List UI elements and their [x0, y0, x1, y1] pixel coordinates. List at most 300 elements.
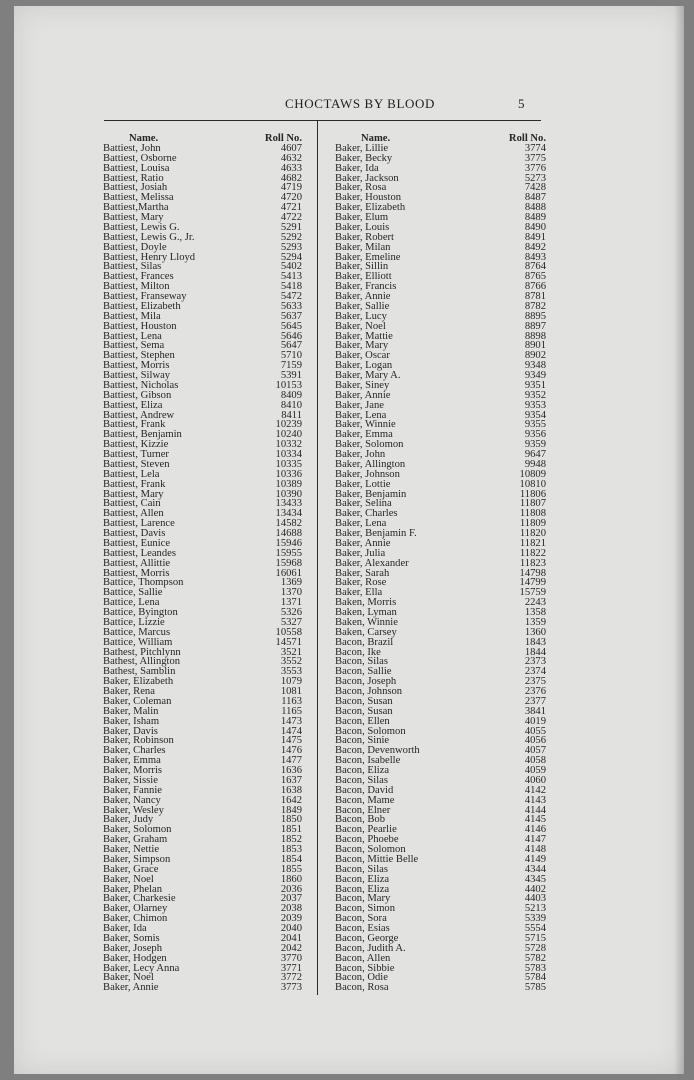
entry-roll-number: 8901	[524, 340, 546, 352]
entry-roll-number: 5783	[524, 962, 546, 974]
entry-name: Baker, Chimon	[103, 913, 168, 925]
entry-roll-number: 10809	[519, 468, 546, 480]
entry-roll-number: 9348	[524, 360, 546, 372]
entry-name: Battiest, Osborne	[103, 152, 177, 164]
entry-name: Battiest, Steven	[103, 458, 170, 470]
entry-name: Baker, Morris	[103, 765, 163, 776]
entry-name: Baker, Mary	[335, 340, 389, 352]
entry-name: Battiest, Morris	[103, 567, 170, 579]
entry-name: Battiest, Morris	[103, 360, 170, 372]
entry-roll-number: 10153	[275, 379, 302, 391]
entry-roll-number: 5339	[524, 913, 546, 925]
entry-name: Bacon, Eliza	[335, 883, 390, 895]
entry-roll-number: 1843	[524, 636, 546, 648]
entry-name: Baker, Oscar	[335, 350, 390, 362]
entry-name: Baker, Sarah	[335, 567, 390, 579]
entry-roll-number: 5710	[280, 350, 302, 362]
entry-roll-number: 4682	[280, 172, 302, 184]
entry-roll-number: 4057	[524, 745, 546, 757]
entry-name: Baker, Sillin	[335, 261, 389, 273]
entry-roll-number: 9356	[524, 429, 546, 441]
entry-roll-number: 1369	[280, 577, 302, 589]
entry-name: Battice, Lena	[103, 597, 160, 609]
entry-name: Battiest, Larence	[103, 518, 175, 530]
entry-name: Baker, Coleman	[103, 695, 172, 707]
entry-name: Battiest, Henry Lloyd	[103, 251, 196, 263]
entry-name: Battiest, Benjamin	[103, 429, 182, 441]
entry-roll-number: 13433	[275, 498, 302, 510]
entry-name: Baker, Benjamin	[335, 488, 407, 500]
entry-roll-number: 5554	[524, 923, 546, 934]
entry-name: Battiest, Mila	[103, 310, 161, 322]
entry-roll-number: 8491	[524, 231, 546, 243]
entry-name: Baker, Lottie	[335, 478, 391, 490]
entry-roll-number: 5646	[280, 330, 302, 342]
entry-roll-number: 1860	[280, 873, 302, 885]
page-title: CHOCTAWS BY BLOOD	[285, 96, 435, 111]
entry-roll-number: 2037	[280, 893, 302, 905]
entry-roll-number: 5472	[280, 291, 302, 302]
entry-name: Bacon, Eliza	[335, 873, 390, 885]
entry-name: Baker, Francis	[335, 281, 397, 293]
entry-name: Bacon, Solomon	[335, 725, 406, 737]
entry-roll-number: 15759	[519, 587, 546, 599]
entry-roll-number: 1851	[280, 824, 302, 836]
entry-name: Bacon, Judith A.	[335, 942, 406, 954]
entry-name: Battiest, Stephen	[103, 350, 175, 362]
entry-name: Baker, Logan	[335, 360, 393, 372]
entry-roll-number: 4632	[280, 152, 302, 164]
entry-name: Baker, Annie	[335, 537, 391, 549]
entry-roll-number: 11823	[519, 557, 546, 569]
entry-roll-number: 5782	[524, 952, 546, 964]
entry-name: Baker, Johnson	[335, 468, 400, 480]
entry-name: Battiest, Louisa	[103, 162, 170, 174]
entry-name: Baker, Solomon	[335, 439, 404, 451]
name-header: Name.	[129, 133, 159, 144]
entry-name: Baker, Winnie	[335, 419, 396, 431]
entry-name: Baker, Becky	[335, 152, 393, 164]
entry-roll-number: 1079	[280, 676, 302, 688]
entry-roll-number: 4144	[524, 804, 546, 816]
entry-roll-number: 5391	[280, 370, 302, 381]
entry-roll-number: 1854	[280, 853, 302, 865]
entry-name: Bacon, Isabelle	[335, 755, 401, 767]
entry-name: Baker, Emeline	[335, 251, 401, 263]
entry-roll-number: 5213	[524, 903, 546, 915]
entry-roll-number: 5715	[524, 932, 546, 944]
entry-name: Bacon, Silas	[335, 656, 388, 668]
entry-roll-number: 2373	[524, 656, 546, 668]
entry-roll-number: 2039	[280, 913, 302, 925]
entry-name: Bacon, Solomon	[335, 844, 406, 855]
entry-roll-number: 8493	[524, 251, 546, 263]
entry-name: Baker, Louis	[335, 221, 390, 233]
entry-roll-number: 8897	[524, 320, 546, 332]
entry-name: Battiest, Lela	[103, 468, 160, 480]
entry-roll-number: 1473	[280, 715, 302, 727]
entry-name: Battiest,Martha	[103, 202, 169, 214]
entry-roll-number: 2243	[524, 597, 546, 609]
entry-name: Baker, Robinson	[103, 735, 174, 747]
entry-name: Baker, Elliott	[335, 271, 392, 283]
entry-roll-number: 5784	[524, 972, 546, 984]
right-column	[335, 134, 546, 993]
entry-roll-number: 10239	[275, 419, 302, 431]
entry-roll-number: 5326	[280, 607, 302, 618]
entry-roll-number: 8487	[524, 192, 546, 204]
table-row	[103, 983, 302, 993]
entry-roll-number: 4344	[524, 863, 546, 875]
entry-name: Baker, Elizabeth	[335, 202, 406, 214]
entry-roll-number: 8766	[524, 281, 546, 293]
entry-roll-number: 1475	[280, 735, 302, 747]
entry-roll-number: 10389	[275, 478, 302, 490]
entry-name: Battiest, Cain	[103, 498, 161, 510]
entry-name: Bacon, Sora	[335, 913, 387, 925]
entry-name: Bacon, Phoebe	[335, 834, 399, 846]
entry-roll-number: 4056	[524, 735, 546, 747]
entry-roll-number: 1371	[280, 597, 302, 609]
entry-name: Bacon, Johnson	[335, 686, 403, 697]
entry-name: Battiest, Melissa	[103, 192, 174, 204]
entry-roll-number: 7159	[280, 360, 302, 372]
entry-roll-number: 5291	[280, 221, 302, 233]
entry-name: Baker, Mattie	[335, 330, 393, 342]
entry-name: Baker, Emma	[335, 429, 393, 441]
entry-roll-number: 1637	[280, 774, 302, 786]
entry-roll-number: 9355	[524, 419, 546, 431]
entry-name: Battiest, Josiah	[103, 182, 168, 194]
entry-name: Battiest, Franseway	[103, 291, 187, 302]
entry-roll-number: 4146	[524, 824, 546, 836]
entry-roll-number: 10810	[519, 478, 546, 490]
entry-name: Baker, Selina	[335, 498, 392, 510]
entry-roll-number: 4345	[524, 873, 546, 885]
entry-name: Baker, Grace	[103, 863, 159, 875]
entry-roll-number: 14582	[275, 518, 302, 530]
entry-name: Baker, Solomon	[103, 824, 172, 836]
entry-roll-number: 1844	[524, 646, 546, 658]
entry-roll-number: 3553	[280, 666, 302, 678]
entry-name: Battiest, Frank	[103, 419, 166, 431]
entry-name: Baker, Noel	[103, 972, 154, 984]
entry-roll-number: 8490	[524, 221, 546, 233]
entry-roll-number: 5633	[280, 300, 302, 312]
entry-roll-number: 10558	[275, 626, 302, 638]
entry-roll-number: 4403	[524, 893, 546, 905]
entry-name: Baker, Wesley	[103, 804, 164, 816]
entry-roll-number: 10240	[275, 429, 302, 441]
entry-name: Baker, Julia	[335, 547, 386, 559]
entry-name: Baken, Carsey	[335, 626, 397, 638]
entry-roll-number: 15955	[275, 547, 302, 559]
entry-name: Baker, Lillie	[335, 142, 389, 154]
entry-roll-number: 5273	[524, 172, 546, 184]
entry-roll-number: 5413	[280, 271, 302, 283]
entry-name: Battiest, Silway	[103, 370, 171, 381]
entry-name: Baker, Charles	[335, 508, 398, 520]
entry-roll-number: 1163	[281, 695, 302, 707]
entry-name: Battiest, Lewis G., Jr.	[103, 231, 195, 243]
entry-roll-number: 1853	[280, 844, 302, 855]
entry-roll-number: 5418	[280, 281, 302, 293]
entry-name: Battice, William	[103, 636, 173, 648]
entry-roll-number: 13434	[275, 508, 302, 520]
entry-roll-number: 14798	[519, 567, 546, 579]
entry-roll-number: 9351	[524, 379, 546, 391]
entry-roll-number: 10390	[275, 488, 302, 500]
entry-roll-number: 8895	[524, 310, 546, 322]
entry-roll-number: 5647	[280, 340, 302, 352]
entry-name: Bathest, Pitchlynn	[103, 646, 181, 658]
entry-roll-number: 1370	[280, 587, 302, 599]
entry-name: Baker, Emma	[103, 755, 161, 767]
entry-roll-number: 2036	[280, 883, 302, 895]
entry-name: Bacon, Simon	[335, 903, 396, 915]
entry-roll-number: 1638	[280, 784, 302, 796]
entry-roll-number: 9359	[524, 439, 546, 451]
entry-roll-number: 4720	[280, 192, 302, 204]
entry-roll-number: 8410	[280, 399, 302, 411]
entry-name: Baker, Ida	[335, 162, 379, 174]
entry-name: Baker, Elum	[335, 212, 389, 223]
entry-roll-number: 1360	[524, 626, 546, 638]
name-header: Name.	[361, 133, 391, 144]
entry-roll-number: 5294	[280, 251, 302, 263]
entry-roll-number: 16061	[275, 567, 302, 579]
entry-name: Bacon, Allen	[335, 952, 391, 964]
entry-roll-number: 2375	[524, 676, 546, 688]
entry-roll-number: 4147	[524, 834, 546, 846]
entry-roll-number: 1358	[524, 607, 546, 618]
entry-name: Battiest, Davis	[103, 528, 166, 539]
entry-name: Bacon, George	[335, 932, 399, 944]
entry-name: Baker, Olarney	[103, 903, 168, 915]
entry-name: Baker, Rosa	[335, 182, 387, 194]
entry-roll-number: 4059	[524, 765, 546, 776]
entry-roll-number: 10334	[275, 449, 302, 460]
entry-name: Bacon, Mittie Belle	[335, 853, 419, 865]
entry-name: Baker, Alexander	[335, 557, 409, 569]
entry-name: Battiest, Kizzie	[103, 439, 169, 451]
entry-name: Baker, Somis	[103, 932, 160, 944]
entry-roll-number: 5402	[280, 261, 302, 273]
entry-name: Baker, Annie	[335, 291, 391, 302]
entry-roll-number: 10336	[275, 468, 302, 480]
entry-name: Battiest, Silas	[103, 261, 162, 273]
entry-name: Bacon, Mary	[335, 893, 391, 905]
entry-roll-number: 8488	[524, 202, 546, 214]
entry-roll-number: 1850	[280, 814, 302, 826]
entry-name: Baker, Jane	[335, 399, 384, 411]
entry-roll-number: 15968	[275, 557, 302, 569]
entry-roll-number: 8782	[524, 300, 546, 312]
entry-name: Battiest, Mary	[103, 488, 164, 500]
entry-name: Bacon, Sallie	[335, 666, 392, 678]
entry-roll-number: 3776	[524, 162, 546, 174]
entry-roll-number: 8409	[280, 389, 302, 401]
entry-roll-number: 1636	[280, 765, 302, 776]
entry-name: Battiest, Gibson	[103, 389, 172, 401]
entry-roll-number: 2374	[524, 666, 546, 678]
entry-roll-number: 10332	[275, 439, 302, 451]
entry-roll-number: 11806	[519, 488, 546, 500]
entry-name: Battiest, Frank	[103, 478, 166, 490]
entry-name: Bacon, David	[335, 784, 394, 796]
entry-roll-number: 11822	[519, 547, 546, 559]
entry-roll-number: 8781	[524, 291, 546, 302]
entry-roll-number: 4402	[524, 883, 546, 895]
left-column	[103, 134, 302, 993]
entry-name: Bacon, Esias	[335, 923, 390, 934]
entry-roll-number: 2377	[524, 695, 546, 707]
entry-roll-number: 4058	[524, 755, 546, 767]
entry-name: Battiest, Doyle	[103, 241, 167, 253]
entry-roll-number: 8765	[524, 271, 546, 283]
entry-roll-number: 11821	[519, 537, 546, 549]
entry-roll-number: 3775	[524, 152, 546, 164]
entry-name: Baker, Rena	[103, 686, 155, 697]
entry-roll-number: 14799	[519, 577, 546, 589]
entry-name: Baker, Milan	[335, 241, 391, 253]
entry-name: Baker, Davis	[103, 725, 158, 737]
entry-name: Bacon, Silas	[335, 774, 388, 786]
entry-name: Battiest, Eliza	[103, 399, 163, 411]
entry-name: Bacon, Joseph	[335, 676, 397, 688]
entry-roll-number: 9647	[524, 449, 546, 460]
entry-name: Battiest, Mary	[103, 212, 164, 223]
header-rule	[104, 120, 541, 121]
entry-name: Baker, Annie	[103, 982, 159, 994]
entry-roll-number: 3521	[280, 646, 302, 658]
entry-roll-number: 15946	[275, 537, 302, 549]
entry-name: Baker, Judy	[103, 814, 154, 826]
entry-roll-number: 5785	[524, 982, 546, 994]
entry-name: Baker, Lecy Anna	[103, 962, 180, 974]
entry-name: Battiest, Elizabeth	[103, 300, 181, 312]
entry-roll-number: 2038	[280, 903, 302, 915]
entry-roll-number: 11820	[519, 528, 546, 539]
entry-name: Bacon, Pearlie	[335, 824, 397, 836]
entry-name: Baker, Graham	[103, 834, 168, 846]
entry-name: Baker, Sissie	[103, 774, 158, 786]
entry-name: Baker, Annie	[335, 389, 391, 401]
entry-name: Baker, Nancy	[103, 794, 161, 806]
entry-name: Baker, Rose	[335, 577, 387, 589]
entry-roll-number: 4633	[280, 162, 302, 174]
entry-roll-number: 5645	[280, 320, 302, 332]
entry-roll-number: 4149	[524, 853, 546, 865]
entry-name: Battiest, Lewis G.	[103, 221, 180, 233]
entry-name: Baker, Noel	[103, 873, 154, 885]
entry-name: Battiest, Andrew	[103, 409, 175, 421]
entry-name: Battiest, Eunice	[103, 537, 171, 549]
entry-roll-number: 9353	[524, 399, 546, 411]
entry-name: Baker, Lena	[335, 518, 387, 530]
entry-name: Bacon, Eliza	[335, 765, 390, 776]
entry-roll-number: 10335	[275, 458, 302, 470]
entry-name: Bacon, Ellen	[335, 715, 390, 727]
entry-name: Baker, Mary A.	[335, 370, 401, 381]
entry-name: Bacon, Devenworth	[335, 745, 420, 757]
entry-roll-number: 5728	[524, 942, 546, 954]
entry-name: Baker, Phelan	[103, 883, 162, 895]
entry-name: Baker, Malin	[103, 705, 159, 717]
entry-name: Battiest, Lena	[103, 330, 162, 342]
entry-name: Baker, Sallie	[335, 300, 390, 312]
entry-name: Baker, Jackson	[335, 172, 399, 184]
entry-roll-number: 5637	[280, 310, 302, 322]
entry-roll-number: 5292	[280, 231, 302, 243]
entry-name: Battiest, Houston	[103, 320, 177, 332]
entry-list	[335, 144, 546, 993]
entry-roll-number: 1855	[280, 863, 302, 875]
entry-roll-number: 1165	[281, 705, 302, 717]
entry-name: Bacon, Sinie	[335, 735, 390, 747]
entry-name: Baken, Morris	[335, 597, 397, 609]
entry-name: Baker, Isham	[103, 715, 160, 727]
entry-name: Baker, John	[335, 449, 386, 460]
entry-name: Battiest, Nicholas	[103, 379, 179, 391]
page-number: 5	[518, 96, 525, 111]
entry-roll-number: 8489	[524, 212, 546, 223]
entry-name: Bacon, Odie	[335, 972, 388, 984]
entry-roll-number: 11808	[519, 508, 546, 520]
roll-header: Roll No.	[508, 133, 546, 144]
entry-name: Battiest, Allittie	[103, 557, 171, 569]
entry-roll-number: 9349	[524, 370, 546, 381]
entry-name: Baker, Houston	[335, 192, 402, 204]
entry-name: Bacon, Susan	[335, 695, 393, 707]
entry-roll-number: 4722	[280, 212, 302, 223]
entry-name: Bacon, Mame	[335, 794, 395, 806]
entry-name: Battiest, Leandes	[103, 547, 176, 559]
entry-roll-number: 4143	[524, 794, 546, 806]
entry-roll-number: 4607	[280, 142, 302, 154]
entry-name: Baker, Joseph	[103, 942, 163, 954]
entry-name: Battiest, Frances	[103, 271, 174, 283]
entry-name: Bathest, Allington	[103, 656, 181, 668]
entry-roll-number: 2040	[280, 923, 302, 934]
entry-roll-number: 3771	[280, 962, 302, 974]
entry-roll-number: 4142	[524, 784, 546, 796]
entry-roll-number: 1474	[280, 725, 302, 737]
entry-roll-number: 3772	[280, 972, 302, 984]
table-row	[335, 983, 546, 993]
entry-roll-number: 8764	[524, 261, 546, 273]
entry-name: Battiest, Turner	[103, 449, 169, 460]
entry-name: Battice, Lizzie	[103, 616, 165, 628]
entry-roll-number: 2041	[280, 932, 302, 944]
column-divider	[317, 120, 318, 995]
entry-roll-number: 2376	[524, 686, 546, 697]
entry-roll-number: 1852	[280, 834, 302, 846]
entry-name: Battiest, Milton	[103, 281, 170, 293]
entry-name: Battice, Byington	[103, 607, 178, 618]
entry-roll-number: 4055	[524, 725, 546, 737]
entry-name: Baker, Allington	[335, 458, 406, 470]
entry-name: Battiest, Ratio	[103, 172, 164, 184]
entry-name: Bacon, Sibbie	[335, 962, 395, 974]
entry-name: Baker, Lucy	[335, 310, 387, 322]
entry-name: Battiest, John	[103, 142, 161, 154]
entry-name: Battice, Sallie	[103, 587, 163, 599]
entry-roll-number: 11809	[519, 518, 546, 530]
entry-name: Baker, Simpson	[103, 853, 171, 865]
entry-roll-number: 1081	[280, 686, 302, 697]
entry-roll-number: 3552	[280, 656, 302, 668]
